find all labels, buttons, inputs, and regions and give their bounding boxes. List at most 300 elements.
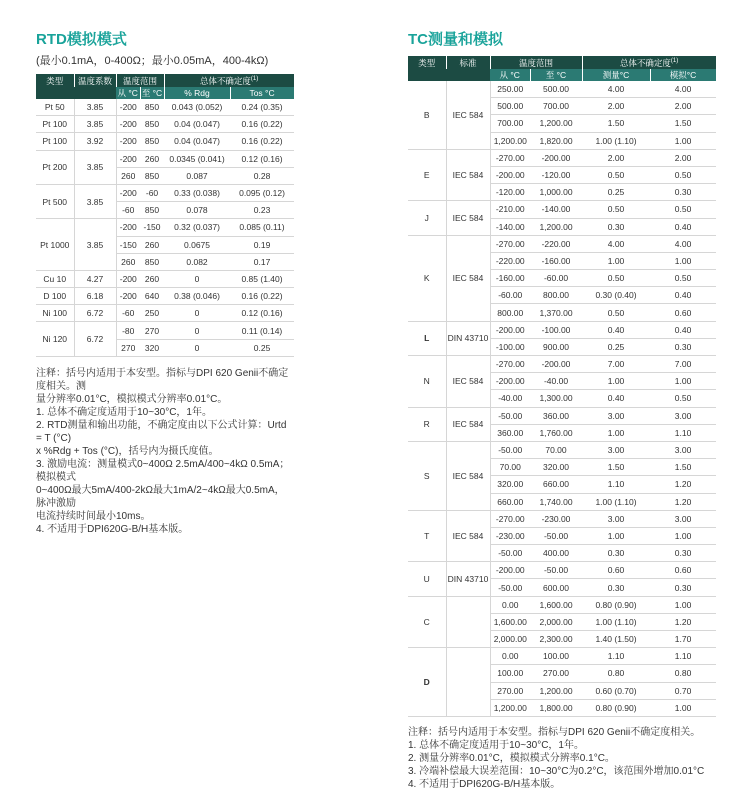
tc-sim-cell: 0.70 [650, 682, 716, 699]
rtd-note-line: 1. 总体不确定度适用于10~30°C，1年。 [36, 406, 212, 418]
tc-meas-cell: 0.80 (0.90) [582, 596, 650, 613]
rtd-rdg-cell: 0.38 (0.046) [164, 288, 230, 305]
rtd-to-cell: -60 [140, 184, 164, 201]
rtd-coef-cell: 3.85 [74, 116, 116, 133]
rtd-from-cell: 270 [116, 339, 140, 356]
rtd-from-cell: -80 [116, 322, 140, 339]
rtd-to-cell: -150 [140, 219, 164, 236]
tc-meas-cell: 0.30 [582, 218, 650, 235]
tc-header-meas: 测量°C [582, 69, 650, 81]
rtd-tos-cell: 0.12 (0.16) [230, 305, 294, 322]
tc-from-cell: 800.00 [490, 304, 530, 321]
tc-from-cell: 270.00 [490, 682, 530, 699]
rtd-header-rdg: % Rdg [164, 87, 230, 99]
tc-sim-cell: 1.20 [650, 613, 716, 630]
tc-type-cell: C [408, 596, 446, 648]
tc-type-cell: E [408, 149, 446, 201]
tc-header-from: 从 °C [490, 69, 530, 81]
tc-note-line: 4. 不适用于DPI620G-B/H基本版。 [408, 778, 561, 790]
tc-meas-cell: 1.00 [582, 373, 650, 390]
rtd-rdg-cell: 0 [164, 270, 230, 287]
tc-row [408, 562, 716, 579]
tc-sim-cell: 3.00 [650, 441, 716, 458]
tc-type-cell: S [408, 441, 446, 510]
tc-header-unc-text: 总体不确定度 [619, 57, 671, 68]
rtd-tos-cell: 0.16 (0.22) [230, 116, 294, 133]
rtd-tos-cell: 0.16 (0.22) [230, 133, 294, 150]
tc-to-cell: 660.00 [530, 476, 582, 493]
rtd-note-line: 电流持续时间最小10ms。 [36, 510, 151, 522]
rtd-tos-cell: 0.085 (0.11) [230, 219, 294, 236]
tc-sim-cell: 1.00 [650, 373, 716, 390]
tc-type-cell: N [408, 356, 446, 408]
tc-row [408, 356, 716, 373]
rtd-rdg-cell: 0.087 [164, 167, 230, 184]
rtd-note-line: 3. 激励电流：测量模式0~400Ω 2.5mA/400~4kΩ 0.5mA；模拟模式 [36, 458, 290, 483]
rtd-row [36, 150, 294, 167]
tc-meas-cell: 4.00 [582, 235, 650, 252]
rtd-to-cell: 850 [140, 99, 164, 116]
tc-from-cell: -270.00 [490, 235, 530, 252]
tc-panel [408, 30, 716, 791]
tc-to-cell: 400.00 [530, 545, 582, 562]
tc-type-cell: L [408, 321, 446, 355]
tc-sim-cell: 1.50 [650, 459, 716, 476]
tc-from-cell: -40.00 [490, 390, 530, 407]
tc-to-cell: -200.00 [530, 149, 582, 166]
rtd-tos-cell: 0.23 [230, 202, 294, 219]
rtd-row [36, 219, 294, 236]
tc-to-cell: 360.00 [530, 407, 582, 424]
rtd-tos-cell: 0.11 (0.14) [230, 322, 294, 339]
rtd-to-cell: 850 [140, 133, 164, 150]
tc-sim-cell: 0.50 [650, 166, 716, 183]
rtd-row [36, 133, 294, 150]
tc-from-cell: 360.00 [490, 424, 530, 441]
tc-sim-cell: 1.70 [650, 631, 716, 648]
tc-meas-cell: 1.00 (1.10) [582, 613, 650, 630]
rtd-header-uncertainty [164, 74, 294, 87]
tc-note-line: 2. 测量分辨率0.01°C，模拟模式分辨率0.1°C。 [408, 752, 615, 764]
tc-to-cell: 320.00 [530, 459, 582, 476]
rtd-to-cell: 260 [140, 236, 164, 253]
tc-meas-cell: 2.00 [582, 149, 650, 166]
tc-table [408, 56, 717, 717]
tc-meas-cell: 1.50 [582, 459, 650, 476]
tc-to-cell: 600.00 [530, 579, 582, 596]
rtd-coef-cell: 4.27 [74, 270, 116, 287]
tc-from-cell: -200.00 [490, 373, 530, 390]
rtd-notes [36, 367, 294, 536]
tc-from-cell: -140.00 [490, 218, 530, 235]
tc-sim-cell: 1.00 [650, 596, 716, 613]
tc-sim-cell: 0.60 [650, 562, 716, 579]
rtd-tos-cell: 0.28 [230, 167, 294, 184]
tc-from-cell: -160.00 [490, 270, 530, 287]
tc-from-cell: 500.00 [490, 98, 530, 115]
tc-type-cell: U [408, 562, 446, 596]
tc-from-cell: -60.00 [490, 287, 530, 304]
rtd-from-cell: 260 [116, 167, 140, 184]
tc-meas-cell: 0.25 [582, 184, 650, 201]
tc-to-cell: 270.00 [530, 665, 582, 682]
tc-row [408, 407, 716, 424]
tc-from-cell: -50.00 [490, 407, 530, 424]
tc-meas-cell: 1.40 (1.50) [582, 631, 650, 648]
tc-std-cell [446, 596, 490, 648]
tc-meas-cell: 0.50 [582, 201, 650, 218]
rtd-row [36, 305, 294, 322]
tc-to-cell: 1,200.00 [530, 682, 582, 699]
tc-meas-cell: 7.00 [582, 356, 650, 373]
rtd-tos-cell: 0.17 [230, 253, 294, 270]
tc-meas-cell: 0.25 [582, 338, 650, 355]
tc-to-cell: 900.00 [530, 338, 582, 355]
tc-sim-cell: 0.80 [650, 665, 716, 682]
tc-from-cell: 1,600.00 [490, 613, 530, 630]
rtd-header-tos: Tos °C [230, 87, 294, 99]
tc-row [408, 596, 716, 613]
tc-to-cell: 700.00 [530, 98, 582, 115]
tc-std-cell: IEC 584 [446, 201, 490, 235]
rtd-rdg-cell: 0.082 [164, 253, 230, 270]
rtd-tos-cell: 0.16 (0.22) [230, 288, 294, 305]
tc-meas-cell: 4.00 [582, 81, 650, 98]
rtd-row [36, 184, 294, 201]
tc-from-cell: -50.00 [490, 441, 530, 458]
tc-meas-cell: 0.30 [582, 579, 650, 596]
rtd-to-cell: 320 [140, 339, 164, 356]
tc-to-cell: -100.00 [530, 321, 582, 338]
tc-row [408, 81, 716, 98]
tc-meas-cell: 3.00 [582, 510, 650, 527]
tc-to-cell: 1,800.00 [530, 699, 582, 716]
rtd-tos-cell: 0.12 (0.16) [230, 150, 294, 167]
tc-meas-cell: 0.40 [582, 390, 650, 407]
tc-to-cell: 500.00 [530, 81, 582, 98]
rtd-to-cell: 640 [140, 288, 164, 305]
tc-from-cell: -210.00 [490, 201, 530, 218]
tc-to-cell: -140.00 [530, 201, 582, 218]
rtd-rdg-cell: 0.078 [164, 202, 230, 219]
tc-sim-cell: 0.50 [650, 201, 716, 218]
rtd-rdg-cell: 0.33 (0.038) [164, 184, 230, 201]
tc-from-cell: -220.00 [490, 252, 530, 269]
tc-header-spacer [446, 69, 490, 81]
tc-from-cell: -200.00 [490, 562, 530, 579]
tc-sim-cell: 0.30 [650, 338, 716, 355]
rtd-from-cell: -200 [116, 99, 140, 116]
tc-sim-cell: 1.20 [650, 476, 716, 493]
tc-sim-cell: 0.50 [650, 270, 716, 287]
tc-meas-cell: 0.30 [582, 545, 650, 562]
rtd-header-from: 从 °C [116, 87, 140, 99]
tc-to-cell: 1,600.00 [530, 596, 582, 613]
rtd-row [36, 270, 294, 287]
tc-sim-cell: 1.00 [650, 699, 716, 716]
rtd-rdg-cell: 0 [164, 305, 230, 322]
tc-from-cell: -50.00 [490, 545, 530, 562]
tc-header-unc-sup: (1) [670, 57, 679, 64]
rtd-note-line: x %Rdg + Tos (°C)，括号内为摄氏度值。 [36, 445, 219, 457]
tc-from-cell: 1,200.00 [490, 132, 530, 149]
tc-row [408, 149, 716, 166]
rtd-to-cell: 850 [140, 116, 164, 133]
tc-meas-cell: 1.00 [582, 424, 650, 441]
tc-sim-cell: 1.00 [650, 527, 716, 544]
tc-meas-cell: 1.10 [582, 476, 650, 493]
tc-meas-cell: 1.00 [582, 527, 650, 544]
tc-to-cell: -60.00 [530, 270, 582, 287]
rtd-type-cell: Pt 500 [36, 184, 74, 218]
rtd-header-spacer [74, 87, 116, 99]
tc-from-cell: -200.00 [490, 166, 530, 183]
tc-to-cell: 1,760.00 [530, 424, 582, 441]
tc-sim-cell: 1.10 [650, 648, 716, 665]
tc-to-cell: 1,370.00 [530, 304, 582, 321]
tc-sim-cell: 0.60 [650, 304, 716, 321]
tc-from-cell: -120.00 [490, 184, 530, 201]
rtd-note-line: 4. 不适用于DPI620G-B/H基本版。 [36, 523, 189, 535]
tc-to-cell: -160.00 [530, 252, 582, 269]
tc-to-cell: 1,200.00 [530, 218, 582, 235]
tc-to-cell: 1,300.00 [530, 390, 582, 407]
rtd-tos-cell: 0.24 (0.35) [230, 99, 294, 116]
tc-from-cell: 100.00 [490, 665, 530, 682]
rtd-header-range: 温度范围 [116, 74, 164, 87]
rtd-row [36, 99, 294, 116]
tc-sim-cell: 0.40 [650, 287, 716, 304]
rtd-to-cell: 270 [140, 322, 164, 339]
tc-note-line: 注释：括号内适用于本安型。指标与DPI 620 Genii不确定度相关。 [408, 726, 701, 738]
rtd-from-cell: -200 [116, 219, 140, 236]
rtd-coef-cell: 3.85 [74, 184, 116, 218]
rtd-table [36, 74, 295, 357]
tc-std-cell: IEC 584 [446, 356, 490, 408]
rtd-tos-cell: 0.85 (1.40) [230, 270, 294, 287]
rtd-note-line: 量分辨率0.01°C，模拟模式分辨率0.01°C。 [36, 393, 228, 405]
tc-std-cell: IEC 584 [446, 441, 490, 510]
tc-std-cell: DIN 43710 [446, 562, 490, 596]
tc-to-cell: 1,820.00 [530, 132, 582, 149]
tc-note-line: 1. 总体不确定度适用于10~30°C，1年。 [408, 739, 584, 751]
rtd-type-cell: D 100 [36, 288, 74, 305]
tc-meas-cell: 0.80 [582, 665, 650, 682]
tc-sim-cell: 3.00 [650, 407, 716, 424]
rtd-rdg-cell: 0.32 (0.037) [164, 219, 230, 236]
rtd-rdg-cell: 0.04 (0.047) [164, 133, 230, 150]
rtd-from-cell: -200 [116, 133, 140, 150]
tc-title: TC测量和模拟 [408, 31, 503, 48]
rtd-type-cell: Ni 120 [36, 322, 74, 356]
tc-header-type: 类型 [408, 56, 446, 69]
rtd-type-cell: Cu 10 [36, 270, 74, 287]
rtd-coef-cell: 3.85 [74, 150, 116, 184]
rtd-rdg-cell: 0 [164, 339, 230, 356]
tc-std-cell: IEC 584 [446, 407, 490, 441]
tc-from-cell: -270.00 [490, 149, 530, 166]
rtd-coef-cell: 6.72 [74, 305, 116, 322]
tc-to-cell: -50.00 [530, 527, 582, 544]
rtd-type-cell: Pt 200 [36, 150, 74, 184]
tc-to-cell: 1,200.00 [530, 115, 582, 132]
rtd-panel [36, 30, 294, 536]
rtd-from-cell: -200 [116, 116, 140, 133]
rtd-row [36, 288, 294, 305]
tc-to-cell: 1,740.00 [530, 493, 582, 510]
tc-to-cell: -40.00 [530, 373, 582, 390]
tc-header-range: 温度范围 [490, 56, 582, 69]
tc-table-body [408, 81, 716, 716]
rtd-type-cell: Pt 100 [36, 116, 74, 133]
tc-meas-cell: 3.00 [582, 441, 650, 458]
tc-meas-cell: 0.40 [582, 321, 650, 338]
tc-meas-cell: 2.00 [582, 98, 650, 115]
tc-sim-cell: 1.00 [650, 252, 716, 269]
tc-sim-cell: 1.10 [650, 424, 716, 441]
tc-meas-cell: 1.50 [582, 115, 650, 132]
tc-to-cell: 1,000.00 [530, 184, 582, 201]
rtd-type-cell: Ni 100 [36, 305, 74, 322]
tc-meas-cell: 1.10 [582, 648, 650, 665]
tc-to-cell: -230.00 [530, 510, 582, 527]
tc-to-cell: 70.00 [530, 441, 582, 458]
rtd-tos-cell: 0.095 (0.12) [230, 184, 294, 201]
rtd-tos-cell: 0.19 [230, 236, 294, 253]
tc-to-cell: 2,300.00 [530, 631, 582, 648]
tc-type-cell: D [408, 648, 446, 717]
rtd-table-body [36, 99, 294, 356]
tc-row [408, 510, 716, 527]
tc-std-cell: DIN 43710 [446, 321, 490, 355]
tc-meas-cell: 0.60 [582, 562, 650, 579]
rtd-header-unc-sup: (1) [250, 75, 259, 82]
tc-from-cell: -270.00 [490, 510, 530, 527]
rtd-rdg-cell: 0.043 (0.052) [164, 99, 230, 116]
tc-row [408, 321, 716, 338]
tc-sim-cell: 1.20 [650, 493, 716, 510]
rtd-type-cell: Pt 50 [36, 99, 74, 116]
tc-meas-cell: 0.50 [582, 166, 650, 183]
tc-note-line: 3. 冷端补偿最大误差范围：10~30°C为0.2°C，该范围外增加0.01°C [408, 765, 705, 777]
rtd-header-type: 类型 [36, 74, 74, 87]
tc-to-cell: 800.00 [530, 287, 582, 304]
tc-std-cell [446, 648, 490, 717]
tc-std-cell: IEC 584 [446, 235, 490, 321]
tc-std-cell: IEC 584 [446, 81, 490, 149]
tc-meas-cell: 0.50 [582, 304, 650, 321]
tc-from-cell: 1,200.00 [490, 699, 530, 716]
tc-from-cell: -100.00 [490, 338, 530, 355]
tc-sim-cell: 1.00 [650, 132, 716, 149]
tc-meas-cell: 0.50 [582, 270, 650, 287]
tc-sim-cell: 4.00 [650, 81, 716, 98]
rtd-type-cell: Pt 100 [36, 133, 74, 150]
rtd-from-cell: -200 [116, 270, 140, 287]
rtd-from-cell: -60 [116, 202, 140, 219]
tc-meas-cell: 1.00 (1.10) [582, 132, 650, 149]
tc-sim-cell: 3.00 [650, 510, 716, 527]
tc-from-cell: 250.00 [490, 81, 530, 98]
rtd-from-cell: -60 [116, 305, 140, 322]
tc-to-cell: -220.00 [530, 235, 582, 252]
tc-from-cell: -230.00 [490, 527, 530, 544]
rtd-note-line: 0~400Ω最大5mA/400-2kΩ最大1mA/2~4kΩ最大0.5mA，脉冲激励 [36, 484, 285, 509]
rtd-rdg-cell: 0.0675 [164, 236, 230, 253]
rtd-to-cell: 850 [140, 253, 164, 270]
rtd-note-line: 2. RTD测量和输出功能，不确定度由以下公式计算：Urtd = T (°C) [36, 419, 287, 444]
rtd-rdg-cell: 0.04 (0.047) [164, 116, 230, 133]
rtd-coef-cell: 3.92 [74, 133, 116, 150]
tc-from-cell: 2,000.00 [490, 631, 530, 648]
rtd-rdg-cell: 0 [164, 322, 230, 339]
tc-row [408, 441, 716, 458]
tc-sim-cell: 0.40 [650, 321, 716, 338]
rtd-coef-cell: 6.18 [74, 288, 116, 305]
tc-from-cell: 0.00 [490, 596, 530, 613]
tc-from-cell: -50.00 [490, 579, 530, 596]
tc-notes [408, 726, 716, 791]
rtd-to-cell: 250 [140, 305, 164, 322]
rtd-from-cell: -150 [116, 236, 140, 253]
rtd-from-cell: -200 [116, 150, 140, 167]
tc-type-cell: T [408, 510, 446, 562]
tc-type-cell: B [408, 81, 446, 149]
tc-from-cell: 660.00 [490, 493, 530, 510]
tc-to-cell: -50.00 [530, 562, 582, 579]
tc-row [408, 201, 716, 218]
rtd-from-cell: 260 [116, 253, 140, 270]
tc-std-cell: IEC 584 [446, 510, 490, 562]
tc-sim-cell: 2.00 [650, 149, 716, 166]
tc-sim-cell: 2.00 [650, 98, 716, 115]
rtd-header-coef: 温度系数 [74, 74, 116, 87]
tc-type-cell: R [408, 407, 446, 441]
tc-to-cell: -120.00 [530, 166, 582, 183]
tc-header-uncertainty [582, 56, 716, 69]
tc-from-cell: 700.00 [490, 115, 530, 132]
tc-to-cell: 100.00 [530, 648, 582, 665]
tc-meas-cell: 3.00 [582, 407, 650, 424]
tc-std-cell: IEC 584 [446, 149, 490, 201]
tc-header-to: 至 °C [530, 69, 582, 81]
tc-sim-cell: 7.00 [650, 356, 716, 373]
rtd-to-cell: 260 [140, 150, 164, 167]
rtd-coef-cell: 3.85 [74, 219, 116, 271]
rtd-row [36, 116, 294, 133]
rtd-rdg-cell: 0.0345 (0.041) [164, 150, 230, 167]
rtd-coef-cell: 6.72 [74, 322, 116, 356]
rtd-tos-cell: 0.25 [230, 339, 294, 356]
rtd-to-cell: 850 [140, 167, 164, 184]
tc-sim-cell: 4.00 [650, 235, 716, 252]
tc-from-cell: 0.00 [490, 648, 530, 665]
tc-header-spacer [408, 69, 446, 81]
rtd-header-unc-text: 总体不确定度 [199, 75, 251, 86]
tc-row [408, 648, 716, 665]
rtd-from-cell: -200 [116, 288, 140, 305]
tc-from-cell: 70.00 [490, 459, 530, 476]
rtd-coef-cell: 3.85 [74, 99, 116, 116]
tc-header-std: 标准 [446, 56, 490, 69]
tc-sim-cell: 1.50 [650, 115, 716, 132]
tc-meas-cell: 0.30 (0.40) [582, 287, 650, 304]
rtd-row [36, 322, 294, 339]
rtd-from-cell: -200 [116, 184, 140, 201]
tc-meas-cell: 0.80 (0.90) [582, 699, 650, 716]
rtd-title: RTD模拟模式 [36, 31, 127, 48]
tc-sim-cell: 0.40 [650, 218, 716, 235]
